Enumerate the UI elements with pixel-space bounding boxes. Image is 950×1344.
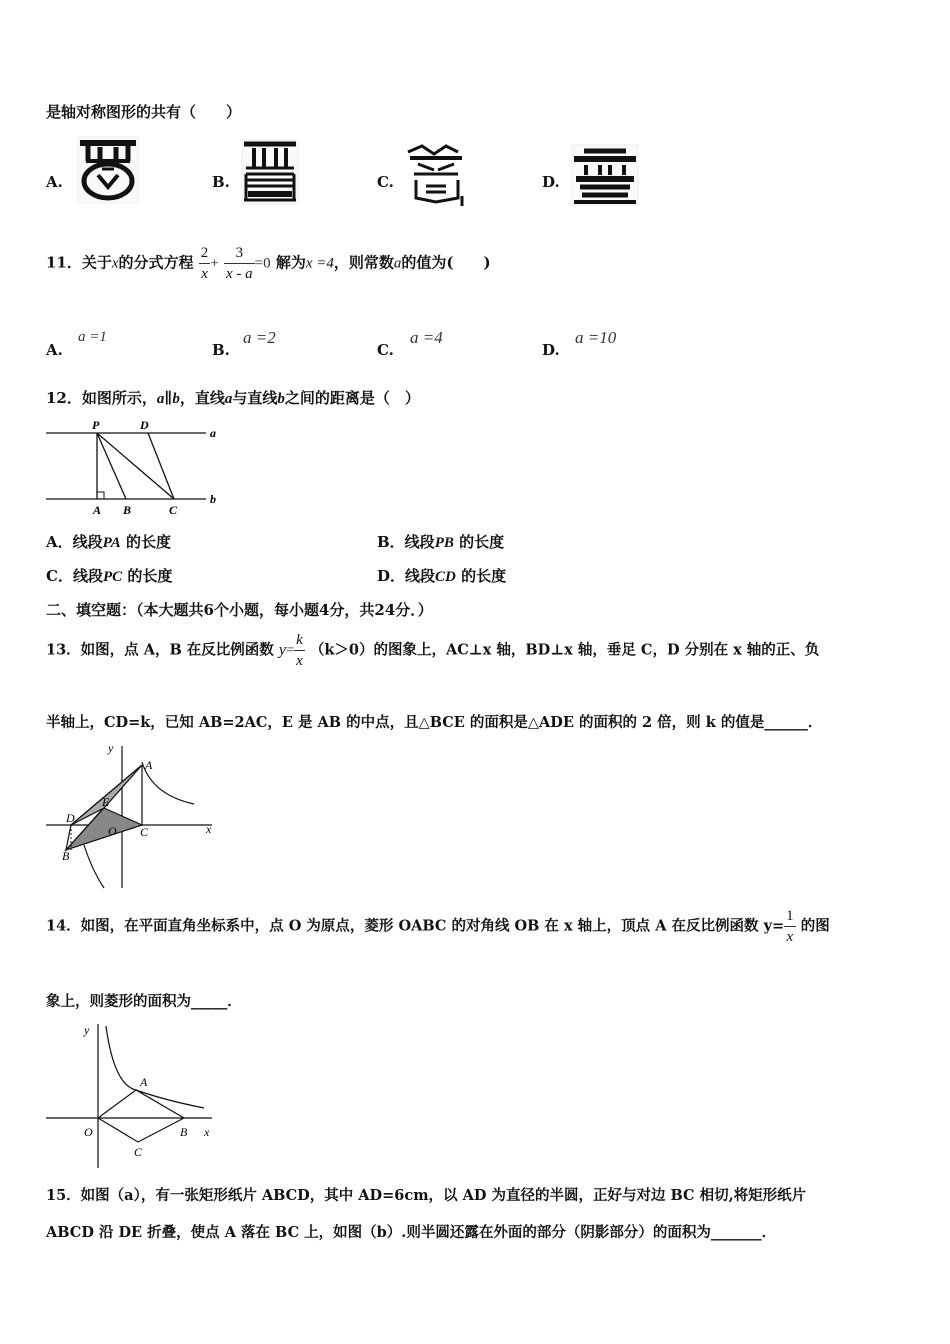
q12-option-c: C．线段PC 的长度: [46, 567, 173, 585]
triangle-bce: [66, 808, 142, 850]
seal-glyph-b-icon: [240, 138, 300, 206]
q13-line2: 半轴上，CD=k，已知 AB=2AC，E 是 AB 的中点，且△BCE 的面积是△ADE 的面积的 2 倍，则 k 的值是______．: [46, 714, 823, 731]
q13-figure: [44, 740, 224, 892]
q10-stem: 是轴对称图形的共有（ ）: [46, 103, 242, 121]
q14-line1: 14．如图，在平面直角坐标系中，点 O 为原点，菱形 OABC 的对角线 OB 在 x 轴上，顶点 A 在反比例函数 y= $\frac{1}{x}$ 的图: [46, 908, 830, 945]
q10-option-a-label: A.: [46, 173, 63, 191]
q10-option-d-label: D.: [542, 173, 560, 191]
q13-line1: 13．如图，点 A，B 在反比例函数 y= $\frac{k}{x}$ （k＞0）的图象上，AC⊥x 轴，BD⊥x 轴，垂足 C，D 分别在 x 轴的正、负: [46, 632, 820, 669]
q11-eq-zero: =0: [254, 255, 271, 272]
q12-stem: 12．如图所示，a∥b，直线a与直线b之间的距离是（ ）: [46, 389, 420, 407]
svg-text:C: C: [140, 825, 149, 839]
svg-text:x: x: [206, 822, 212, 836]
label-d: D: [140, 418, 149, 432]
q11-solve: 解为: [275, 253, 306, 272]
q11-option-b-label: B.: [212, 341, 230, 359]
q10-option-b-label: B.: [212, 173, 230, 191]
q11-solution: x =4: [305, 255, 334, 272]
svg-text:y: y: [84, 1023, 90, 1037]
rhombus-oabc: [98, 1090, 184, 1142]
segment-pc: [97, 433, 174, 499]
label-a: A: [93, 503, 102, 517]
svg-text:E: E: [102, 795, 110, 809]
q12-figure: [44, 416, 224, 518]
section-2-heading: 二、填空题：（本大题共6个小题，每小题4分，共24分．）: [46, 601, 433, 619]
curve-y-1-over-x: [106, 1026, 204, 1108]
label-a-line: a: [210, 426, 216, 440]
svg-text:O: O: [84, 1125, 93, 1139]
q15-line2: ABCD 沿 DE 折叠，使点 A 落在 BC 上，如图（b）.则半圆还露在外面的部分（阴影部分）的面积为_______．: [46, 1224, 777, 1241]
q11-mid: 的分式方程: [118, 253, 194, 272]
svg-text:B: B: [180, 1125, 188, 1139]
label-c: C: [169, 503, 178, 517]
q11-fraction-2: $\frac{3}{x - a}$: [226, 245, 253, 282]
seal-glyph-d-icon: [570, 143, 640, 207]
q14-line2: 象上，则菱形的面积为_____．: [46, 993, 242, 1010]
q11-end: 的值为( ): [401, 253, 491, 272]
q11-var-a: a: [393, 255, 402, 272]
q15-line1: 15．如图（a），有一张矩形纸片 ABCD，其中 AD=6cm，以 AD 为直径的半圆，正好与对边 BC 相切,将矩形纸片: [46, 1187, 807, 1204]
q11-option-a-value: a =1: [78, 329, 107, 345]
svg-text:O: O: [108, 824, 117, 838]
q11-fraction-1: $\frac{2}{x}$: [200, 245, 209, 282]
q11-option-a-label: A.: [46, 341, 63, 359]
svg-text:C: C: [134, 1145, 143, 1159]
q11-option-c-label: C.: [377, 341, 394, 359]
segment-cd: [148, 433, 174, 499]
q11-tail: ，则常数: [333, 253, 394, 272]
q12-option-b: B．线段PB 的长度: [377, 533, 505, 551]
q11-option-d-label: D.: [542, 341, 560, 359]
svg-text:x: x: [204, 1125, 210, 1139]
curve-third-quadrant: [84, 845, 104, 888]
q10-option-c-label: C.: [377, 173, 394, 191]
q11-option-c-value: a =4: [410, 328, 443, 347]
q11-option-d-value: a =10: [575, 328, 617, 347]
svg-text:D: D: [66, 811, 75, 825]
q12-option-d: D．线段CD 的长度: [377, 567, 507, 585]
q11-var-x: x: [111, 255, 119, 272]
q14-figure: [44, 1020, 224, 1172]
label-b-line: b: [210, 492, 216, 506]
q11-plus: +: [210, 255, 219, 272]
q11-option-b-value: a =2: [243, 328, 276, 347]
label-p: P: [92, 418, 100, 432]
segment-pb: [97, 433, 126, 499]
label-b: B: [123, 503, 132, 517]
svg-text:A: A: [140, 1075, 148, 1089]
seal-glyph-c-icon: [404, 140, 470, 206]
svg-text:B: B: [62, 849, 70, 863]
seal-glyph-a-icon: [76, 135, 140, 205]
q11-stem: [46, 243, 491, 284]
q11-number: 11．关于: [46, 253, 112, 272]
q12-option-a: A．线段PA 的长度: [46, 533, 171, 551]
svg-text:A: A: [145, 758, 153, 772]
svg-text:y: y: [108, 741, 114, 755]
